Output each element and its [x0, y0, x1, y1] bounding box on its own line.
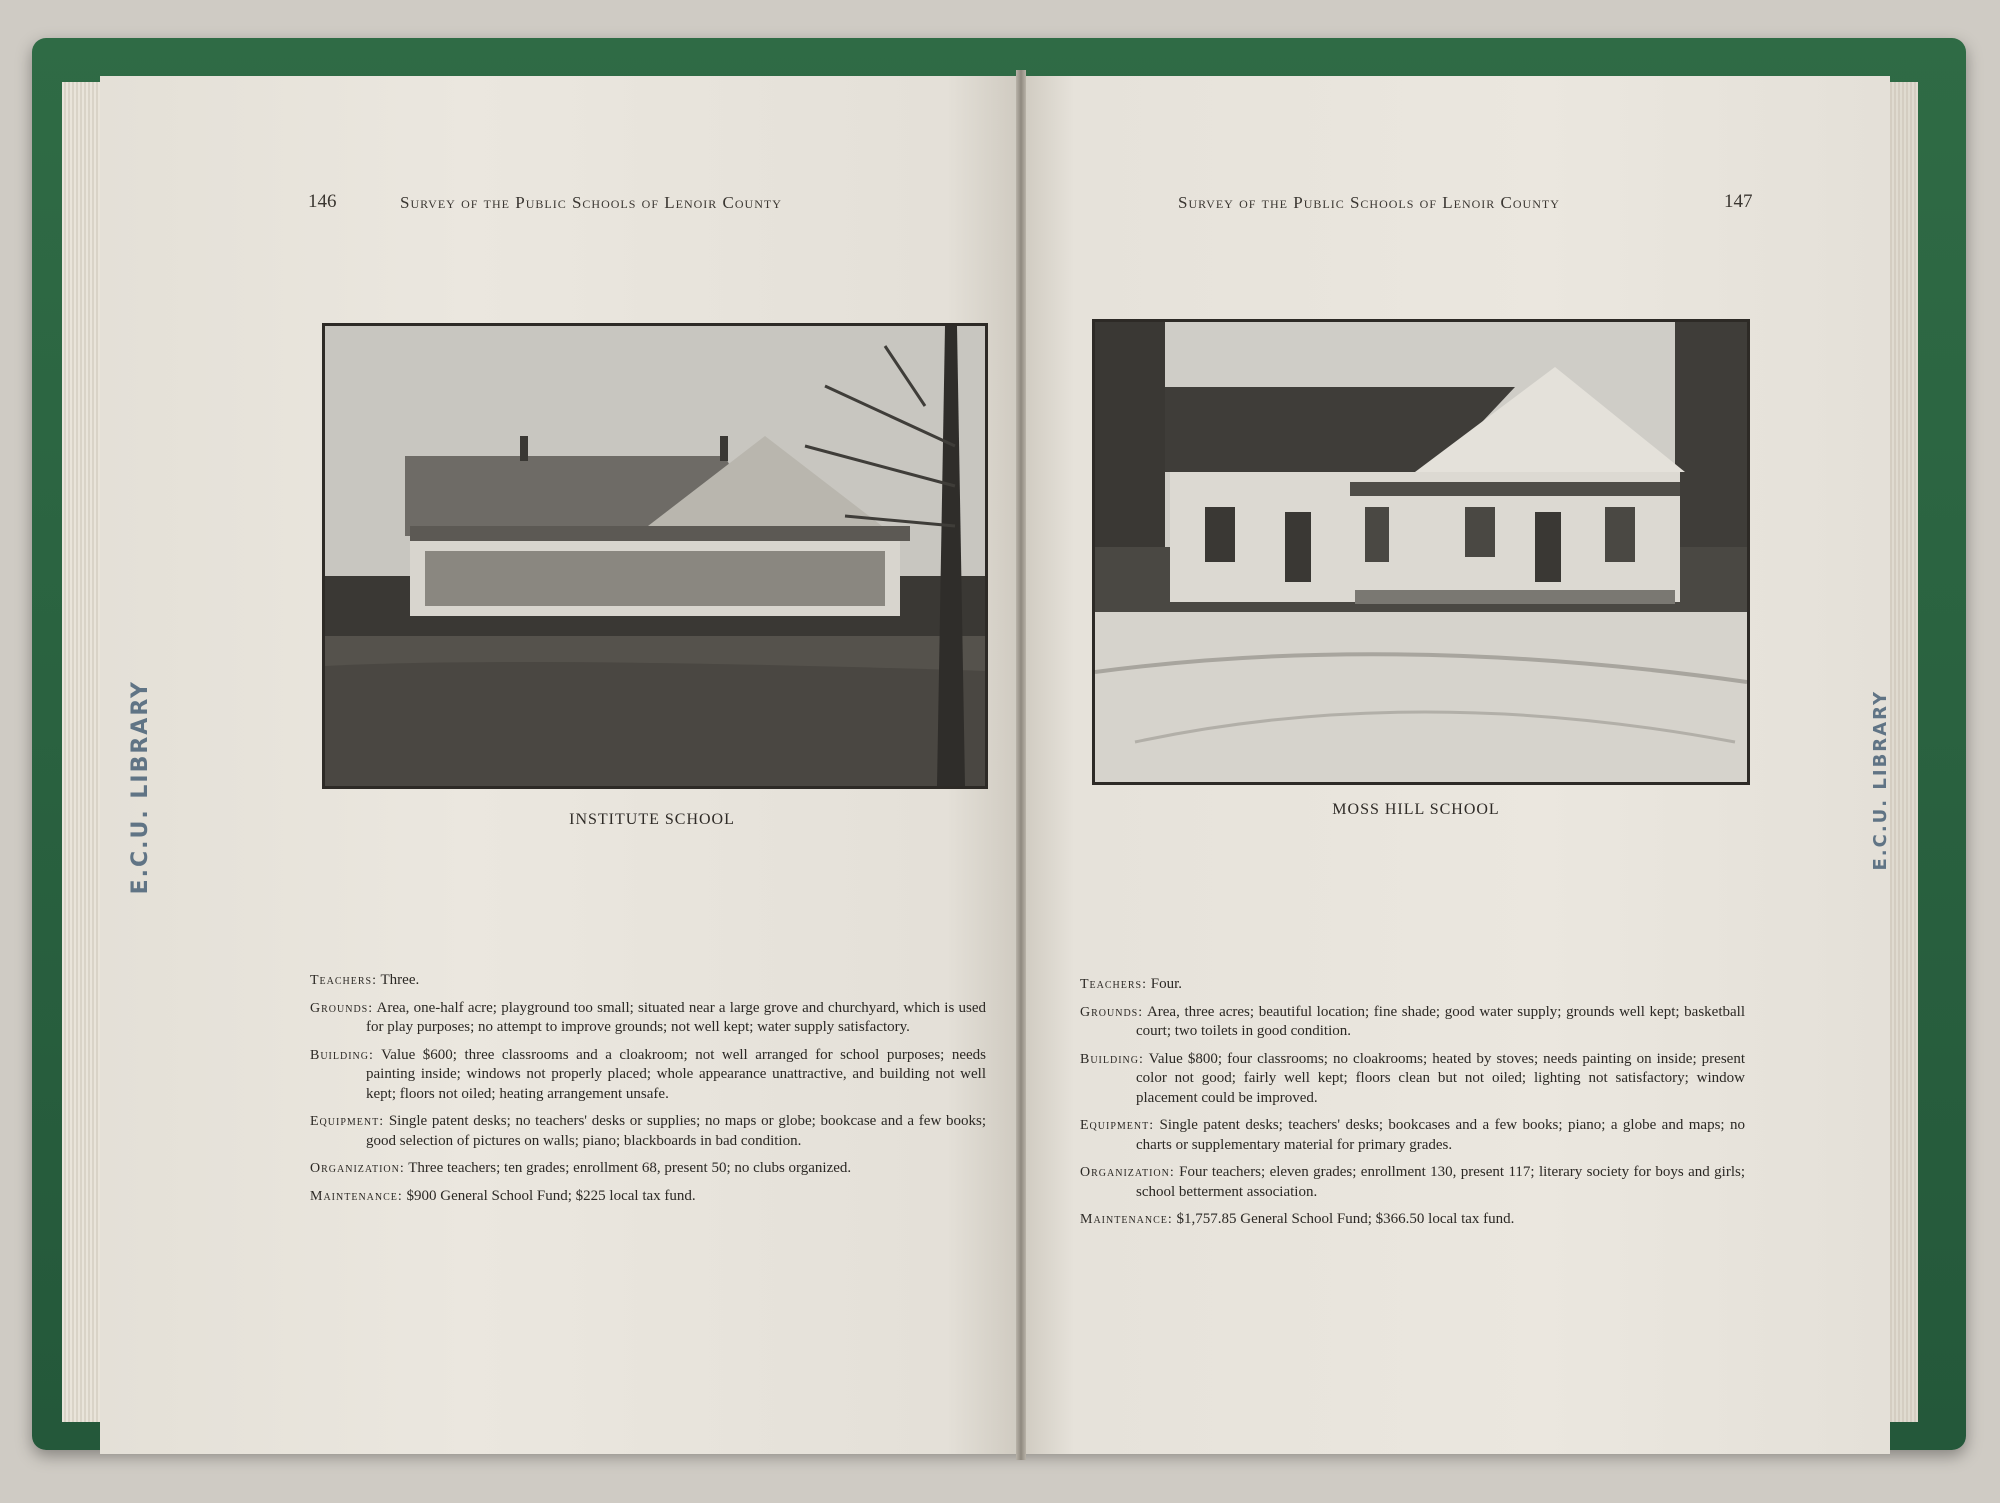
entry-label: Building: — [1080, 1051, 1144, 1067]
entry-organization — [310, 1159, 986, 1179]
entry-text: Four. — [1150, 976, 1183, 992]
entry-equipment — [310, 1112, 986, 1151]
entry-text: Area, one-half acre; playground too small; situated near a large grove and churchyard, which is used for play purposes; no attempt to improve grounds; not well kept; water supply satisfactory. — [366, 999, 986, 1035]
entry-text: Area, three acres; beautiful location; fine shade; good water supply; grounds well kept; basketball court; two toilets in good condition. — [1136, 1003, 1745, 1039]
entry-text: $1,757.85 General School Fund; $366.50 local tax fund. — [1176, 1211, 1515, 1227]
entry-text: Single patent desks; no teachers' desks or supplies; no maps or globe; bookcase and a few books; good selection of pictures on walls; piano; blackboards in bad condition. — [366, 1113, 987, 1149]
left-entries — [310, 971, 986, 1214]
entry-grounds — [310, 999, 986, 1038]
entry-label: Maintenance: — [310, 1188, 403, 1204]
entry-label: Grounds: — [310, 1000, 374, 1016]
library-stamp-right: E.C.U. LIBRARY — [1870, 690, 1891, 871]
left-running-head: Survey of the Public Schools of Lenoir County — [400, 193, 782, 212]
entry-text: Value $600; three classrooms and a cloakroom; not well arranged for school purposes; needs painting inside; windows not properly placed; whole appearance unattractive, and building not well kept; floors not oiled; heating arrangement unsafe. — [366, 1046, 986, 1102]
entry-text: Three. — [380, 972, 420, 988]
moss-hill-school-photo — [1092, 319, 1750, 785]
entry-text: Three teachers; ten grades; enrollment 68, present 50; no clubs organized. — [408, 1160, 852, 1176]
entry-label: Organization: — [310, 1161, 405, 1176]
entry-teachers — [1080, 975, 1745, 995]
entry-maintenance — [1080, 1210, 1745, 1230]
institute-school-photo — [322, 323, 988, 789]
entry-label: Maintenance: — [1080, 1212, 1173, 1227]
library-stamp-left: E.C.U. LIBRARY — [128, 680, 153, 895]
entry-label: Organization: — [1080, 1165, 1175, 1180]
entry-label: Teachers: — [1080, 977, 1148, 992]
entry-text: Single patent desks; teachers' desks; bookcases and a few books; piano; a globe and maps; no charts or supplementary material for primary grades. — [1136, 1117, 1745, 1153]
entry-teachers — [310, 971, 986, 991]
entry-label: Grounds: — [1080, 1004, 1144, 1020]
entry-text: Four teachers; eleven grades; enrollment 130, present 117; literary society for boys and girls; school betterment association. — [1136, 1164, 1745, 1200]
entry-building — [1080, 1050, 1745, 1109]
right-page-number: 147 — [1724, 191, 1753, 212]
moss-hill-school-illustration — [1095, 322, 1747, 782]
moss-hill-school-caption: MOSS HILL SCHOOL — [1332, 801, 1500, 818]
left-page-number: 146 — [308, 191, 337, 212]
entry-label: Equipment: — [310, 1114, 385, 1129]
entry-building — [310, 1046, 986, 1105]
entry-label: Building: — [310, 1047, 374, 1063]
institute-school-illustration — [325, 326, 985, 786]
entry-label: Equipment: — [1080, 1118, 1155, 1133]
entry-text: Value $800; four classrooms; no cloakrooms; heated by stoves; needs painting on inside; present color not good; fairly well kept; floors clean but not oiled; lighting not satisfactory; window placement could be improved. — [1136, 1050, 1745, 1106]
entry-organization — [1080, 1163, 1745, 1202]
book-gutter — [1016, 70, 1026, 1460]
entry-equipment — [1080, 1116, 1745, 1155]
entry-text: $900 General School Fund; $225 local tax fund. — [406, 1187, 696, 1204]
right-running-head: Survey of the Public Schools of Lenoir County — [1178, 193, 1560, 212]
institute-school-caption: INSTITUTE SCHOOL — [569, 811, 735, 828]
entry-grounds — [1080, 1003, 1745, 1042]
entry-maintenance — [310, 1187, 986, 1207]
entry-label: Teachers: — [310, 973, 378, 988]
right-entries — [1080, 975, 1745, 1238]
